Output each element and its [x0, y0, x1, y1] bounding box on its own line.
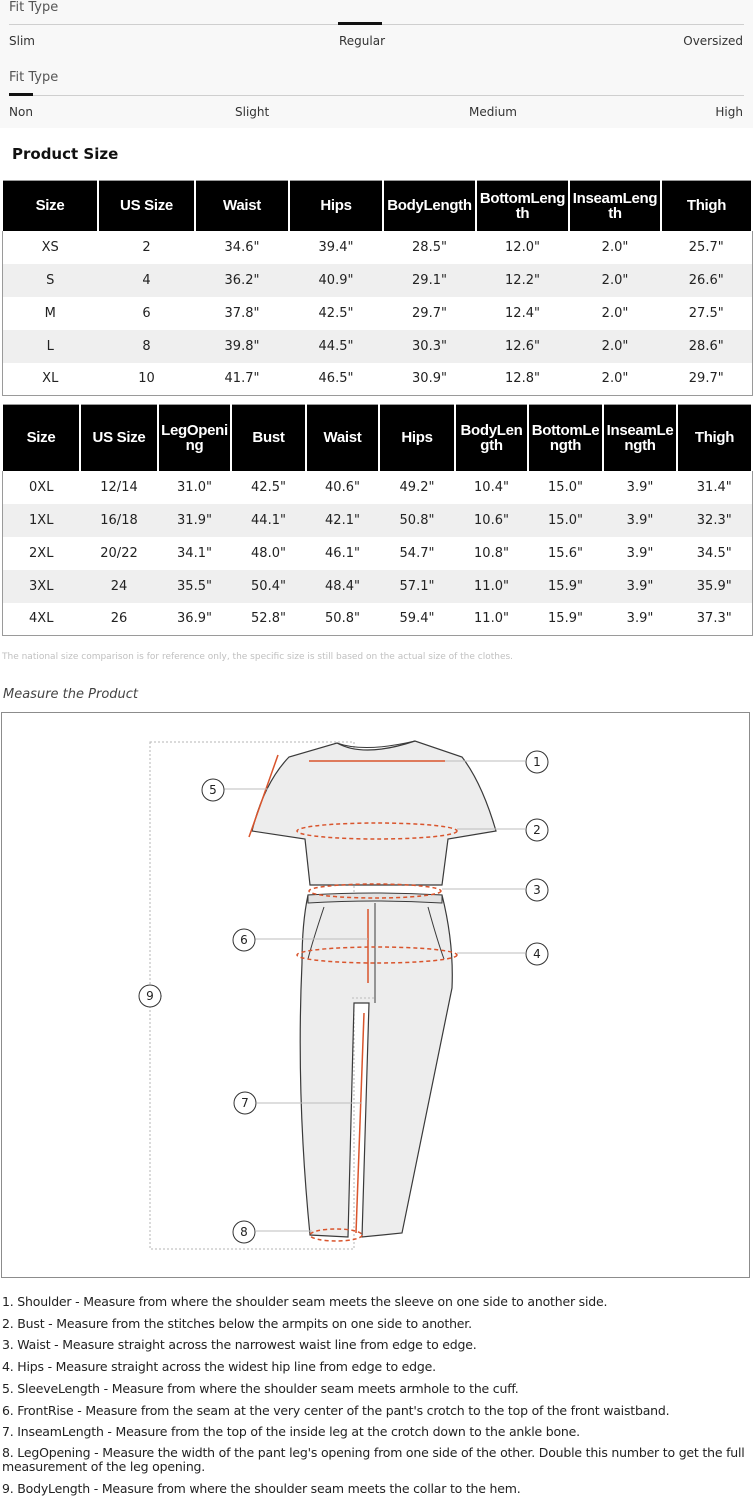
table-cell: 28.5": [412, 239, 447, 255]
table-cell: 31.0": [177, 479, 212, 495]
fit-type-marker: [338, 22, 382, 25]
table-cell: 3.9": [626, 611, 654, 627]
table-cell: 11.0": [455, 570, 528, 603]
table-cell: 15.9": [548, 611, 583, 627]
table-row: [2, 471, 752, 504]
callout-7-label: 7: [241, 1096, 249, 1110]
table-cell: 2XL: [29, 545, 54, 561]
table-row: [2, 264, 752, 297]
table-cell: 28.6": [661, 330, 752, 363]
callout-1-label: 1: [533, 755, 541, 769]
table-header-cell: Hips: [379, 405, 455, 471]
table-header-cell: LegOpening: [158, 405, 231, 471]
size-table-regular: [1, 180, 753, 396]
table-cell: 1XL: [2, 504, 80, 537]
table-row: [2, 504, 752, 537]
table-cell: 26: [110, 611, 128, 627]
table-cell: 4XL: [29, 611, 54, 627]
table-cell: 24: [80, 570, 158, 603]
callout-5-label: 5: [209, 783, 217, 797]
fit-option-oversized: Oversized: [683, 34, 743, 48]
table-cell: 31.9": [158, 504, 231, 537]
table-cell: 30.3": [383, 330, 476, 363]
table-cell: 39.8": [195, 330, 289, 363]
table-cell: 10: [138, 371, 155, 387]
table-cell: 2.0": [569, 330, 661, 363]
table-header-cell: Size: [2, 405, 80, 471]
fit-type-slider-2: [0, 70, 753, 134]
table-cell: 59.4": [399, 611, 435, 627]
table-cell: 46.5": [318, 371, 354, 387]
table-cell: 36.2": [195, 264, 289, 297]
table-cell: 15.9": [528, 570, 603, 603]
table-cell: XS: [41, 239, 59, 255]
table-header-cell: BottomLength: [476, 181, 569, 231]
table-header-row: [2, 181, 752, 231]
table-cell: 37.8": [224, 305, 260, 321]
table-cell: 30.9": [412, 371, 447, 387]
callout-6-label: 6: [240, 933, 248, 947]
callout-9-label: 9: [146, 989, 154, 1003]
table-cell: 46.1": [325, 545, 360, 561]
table-cell: 37.3": [696, 611, 732, 627]
table-header-cell: Size: [2, 181, 98, 231]
table-cell: 44.5": [289, 330, 383, 363]
table-cell: 10.8": [474, 545, 509, 561]
top-garment-icon: [252, 741, 496, 885]
table-cell: 29.7": [412, 305, 447, 321]
measurement-diagram: [1, 712, 750, 1278]
table-cell: 10.6": [455, 504, 528, 537]
table-cell: 39.4": [318, 239, 354, 255]
fit-type-title: Fit Type: [9, 0, 59, 15]
fit-option-regular: Regular: [339, 34, 386, 48]
table-cell: 3.9": [626, 479, 654, 495]
table-cell: 12.0": [505, 239, 540, 255]
table-cell: 2.0": [601, 371, 629, 387]
table-cell: 27.5": [688, 305, 724, 321]
table-cell: 50.4": [231, 570, 306, 603]
table-cell: 49.2": [399, 479, 435, 495]
table-cell: 3.9": [603, 570, 677, 603]
pants-garment-icon: [300, 895, 452, 1237]
table-row: [2, 297, 752, 330]
table-cell: 54.7": [399, 545, 435, 561]
table-cell: 12/14: [100, 479, 138, 495]
table-cell: 48.4": [306, 570, 379, 603]
table-header-cell: Thigh: [661, 181, 752, 231]
table-cell: 34.5": [696, 545, 732, 561]
table-cell: 15.0": [528, 504, 603, 537]
table-cell: 12.8": [505, 371, 540, 387]
fit-option-slim: Slim: [9, 34, 35, 48]
table-header-cell: US Size: [98, 181, 195, 231]
table-cell: 2.0": [601, 239, 629, 255]
table-cell: 2: [142, 239, 151, 255]
table-cell: 4: [98, 264, 195, 297]
instruction-item: 1. Shoulder - Measure from where the shoulder seam meets the sleeve on one side to another side.: [2, 1294, 608, 1309]
table-cell: 35.5": [158, 570, 231, 603]
table-row: [2, 330, 752, 363]
table-row: [2, 231, 752, 264]
callout-2-label: 2: [533, 823, 541, 837]
table-cell: 3XL: [2, 570, 80, 603]
measurement-instructions: [2, 1291, 752, 1500]
table-cell: 44.1": [231, 504, 306, 537]
size-table-plus: [1, 404, 753, 636]
instruction-item: 8. LegOpening - Measure the width of the pant leg's opening from one side of the other. Double this number to get the full measurement of the leg opening.: [2, 1444, 745, 1474]
instruction-item: 2. Bust - Measure from the stitches below the armpits on one side to another.: [2, 1315, 472, 1331]
fit-type-panel: [0, 0, 753, 128]
table-cell: 20/22: [100, 545, 138, 561]
table-header-cell: InseamLength: [569, 181, 661, 231]
table-cell: 42.5": [318, 305, 354, 321]
table-cell: 12.4": [505, 305, 540, 321]
table-cell: S: [2, 264, 98, 297]
fit-type-slider-1: [0, 0, 753, 64]
table-cell: 42.1": [306, 504, 379, 537]
fit-type-track: [9, 95, 744, 96]
table-cell: 15.6": [548, 545, 583, 561]
fit-type-marker: [9, 93, 33, 96]
waistband-icon: [308, 893, 442, 903]
table-row: [2, 570, 752, 603]
table-cell: 12.6": [476, 330, 569, 363]
table-cell: 2.0": [569, 264, 661, 297]
table-header-cell: US Size: [80, 405, 158, 471]
table-cell: 16/18: [80, 504, 158, 537]
table-cell: 40.6": [325, 479, 360, 495]
garment-illustration: [2, 713, 751, 1279]
table-header-cell: BottomLength: [528, 405, 603, 471]
callout-3-label: 3: [533, 883, 541, 897]
table-cell: 52.8": [251, 611, 286, 627]
table-cell: 48.0": [251, 545, 286, 561]
table-cell: 34.1": [177, 545, 212, 561]
table-cell: 35.9": [677, 570, 752, 603]
table-cell: 10.4": [474, 479, 509, 495]
instruction-item: 5. SleeveLength - Measure from where the shoulder seam meets armhole to the cuff.: [2, 1380, 519, 1396]
table-cell: 11.0": [474, 611, 509, 627]
table-cell: 26.6": [661, 264, 752, 297]
callout-4-label: 4: [533, 947, 541, 961]
table-cell: 40.9": [289, 264, 383, 297]
table-header-cell: Thigh: [677, 405, 752, 471]
table-cell: 6: [142, 305, 151, 321]
fit-option-high: High: [715, 105, 743, 119]
instruction-item: 3. Waist - Measure straight across the narrowest waist line from edge to edge.: [2, 1337, 477, 1353]
table-header-cell: InseamLength: [603, 405, 677, 471]
table-cell: L: [2, 330, 98, 363]
table-cell: M: [44, 305, 56, 321]
table-row: [2, 537, 752, 570]
table-cell: 32.3": [677, 504, 752, 537]
table-cell: 8: [98, 330, 195, 363]
table-row: [2, 603, 752, 636]
table-row: [2, 363, 752, 396]
table-header-cell: Bust: [231, 405, 306, 471]
instruction-item: 6. FrontRise - Measure from the seam at the very center of the pant's crotch to the top of the front waistband.: [2, 1402, 670, 1418]
table-header-cell: Hips: [289, 181, 383, 231]
table-cell: 3.9": [603, 504, 677, 537]
size-note: The national size comparison is for reference only, the specific size is still based on the actual size of the clothes.: [2, 652, 514, 662]
table-cell: 3.9": [626, 545, 654, 561]
table-cell: 15.0": [548, 479, 583, 495]
table-header-row: [2, 405, 752, 471]
product-size-title: Product Size: [12, 145, 119, 163]
instruction-item: 4. Hips - Measure straight across the widest hip line from edge to edge.: [2, 1359, 436, 1375]
table-cell: 50.8": [379, 504, 455, 537]
instruction-item: 7. InseamLength - Measure from the top of the inside leg at the crotch down to the ankle bone.: [2, 1424, 580, 1440]
table-cell: 12.2": [476, 264, 569, 297]
table-cell: 2.0": [601, 305, 629, 321]
table-cell: 50.8": [325, 611, 360, 627]
table-cell: 29.1": [383, 264, 476, 297]
table-cell: 29.7": [688, 371, 724, 387]
table-header-cell: Waist: [195, 181, 289, 231]
table-header-cell: BodyLength: [455, 405, 528, 471]
instruction-item: 9. BodyLength - Measure from where the shoulder seam meets the collar to the hem.: [2, 1480, 521, 1496]
table-cell: 42.5": [251, 479, 286, 495]
fit-option-non: Non: [9, 105, 33, 119]
table-cell: 36.9": [177, 611, 212, 627]
table-cell: 0XL: [29, 479, 54, 495]
fit-option-medium: Medium: [469, 105, 517, 119]
table-cell: XL: [42, 371, 59, 387]
table-cell: 41.7": [224, 371, 260, 387]
table-cell: 25.7": [688, 239, 724, 255]
table-cell: 57.1": [379, 570, 455, 603]
table-cell: 31.4": [696, 479, 732, 495]
fit-type-title: Fit Type: [9, 70, 59, 85]
fit-option-slight: Slight: [235, 105, 270, 119]
table-header-cell: Waist: [306, 405, 379, 471]
table-header-cell: BodyLength: [383, 181, 476, 231]
callout-8-label: 8: [240, 1225, 248, 1239]
measure-title: Measure the Product: [3, 687, 139, 702]
table-cell: 34.6": [224, 239, 260, 255]
